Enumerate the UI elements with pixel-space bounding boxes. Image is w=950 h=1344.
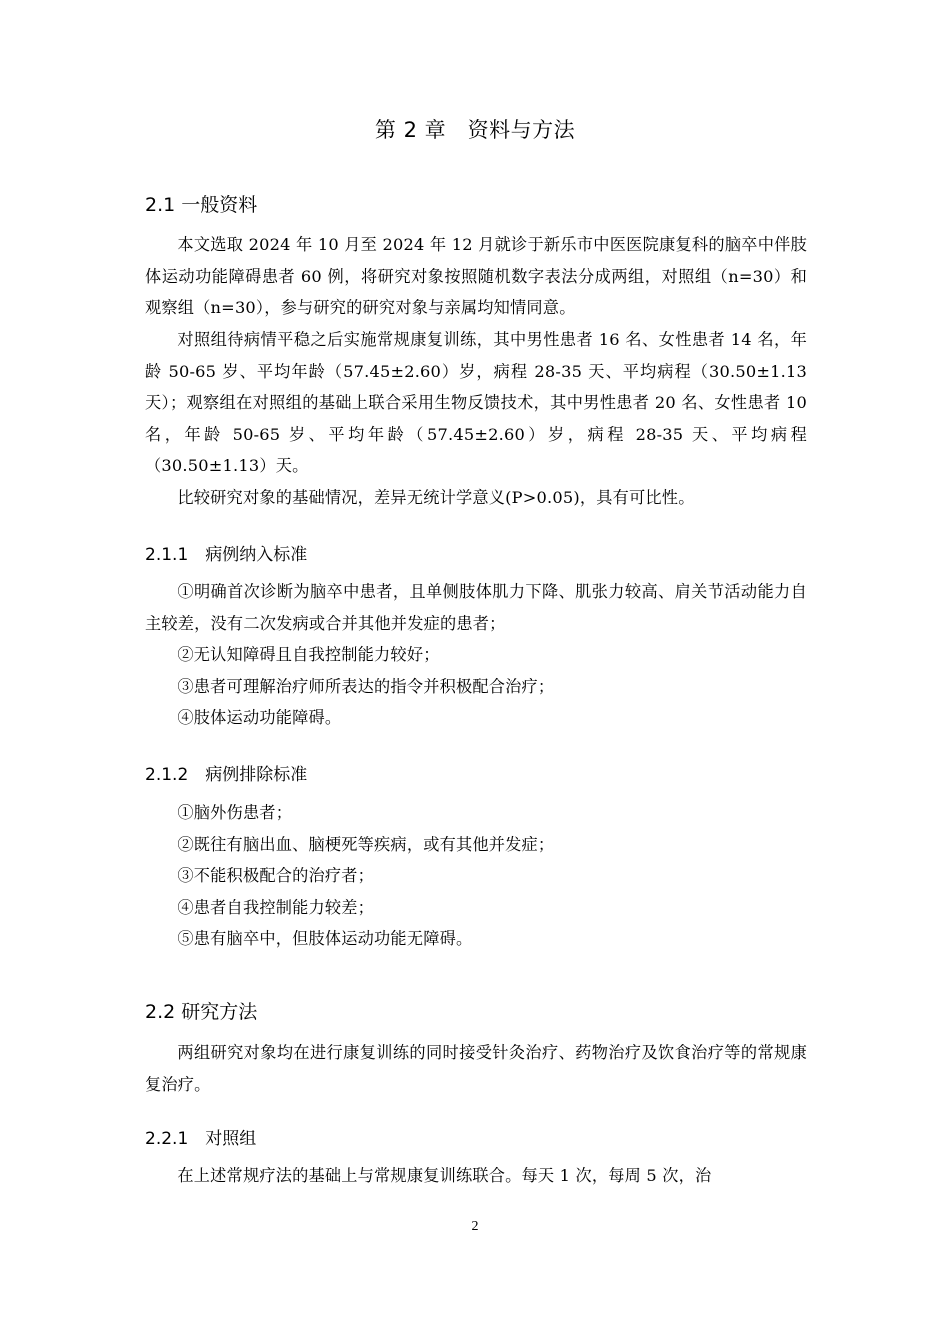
paragraph: 本文选取 2024 年 10 月至 2024 年 12 月就诊于新乐市中医医院康复科的脑卒中伴肢体运动功能障碍患者 60 例，将研究对象按照随机数字表法分成两组，对照组（n=30）和观察组（n=30），参与研究的研究对象与亲属均知情同意。 [145, 235, 807, 318]
section-heading-2-2-1: 2.2.1 对照组 [145, 1129, 257, 1149]
list-item: ①明确首次诊断为脑卒中患者，且单侧肢体肌力下降、肌张力较高、肩关节活动能力自主较差，没有二次发病或合并其他并发症的患者； [145, 582, 807, 633]
paragraph: 对照组待病情平稳之后实施常规康复训练，其中男性患者 16 名、女性患者 14 名，年龄 50-65 岁、平均年龄（57.45±2.60）岁，病程 28-35 天、平均病程（30.50±1.13 天）；观察组在对照组的基础上联合采用生物反馈技术，其中男性患者 20 名、女性患者 10 名，年龄 50-65 岁、平均年龄（57.45±2.60）岁，病程 28-35 天、平均病程（30.50±1.13）天。 [145, 330, 807, 476]
paragraph: 比较研究对象的基础情况，差异无统计学意义(P>0.05)，具有可比性。 [177, 488, 695, 507]
list-item: ③不能积极配合的治疗者； [177, 866, 375, 886]
list-item: ④患者自我控制能力较差； [177, 897, 375, 917]
list-item: ⑤患有脑卒中，但肢体运动功能无障碍。 [177, 929, 473, 949]
list-item: ④肢体运动功能障碍。 [177, 708, 342, 728]
chapter-title: 第 2 章 资料与方法 [374, 118, 576, 142]
list-item: ①脑外伤患者； [177, 803, 293, 822]
paragraph: 两组研究对象均在进行康复训练的同时接受针灸治疗、药物治疗及饮食治疗等的常规康复治疗。 [145, 1043, 807, 1094]
section-heading-2-1-2: 2.1.2 病例排除标准 [145, 765, 308, 785]
list-item: ②既往有脑出血、脑梗死等疾病，或有其他并发症； [177, 834, 555, 854]
exclusion-criteria-list [145, 797, 807, 955]
section-heading-2-2: 2.2 研究方法 [145, 1001, 258, 1023]
list-item: ②无认知障碍且自我控制能力较好； [177, 645, 440, 665]
list-item: ③患者可理解治疗师所表达的指令并积极配合治疗； [177, 676, 555, 696]
paragraph: 在上述常规疗法的基础上与常规康复训练联合。每天 1 次，每周 5 次，治 [177, 1166, 712, 1185]
section-heading-2-1-1: 2.1.1 病例纳入标准 [145, 545, 308, 565]
inclusion-criteria-list [145, 576, 807, 734]
page-number: 2 [471, 1219, 479, 1234]
section-heading-2-1: 2.1 一般资料 [145, 194, 258, 216]
